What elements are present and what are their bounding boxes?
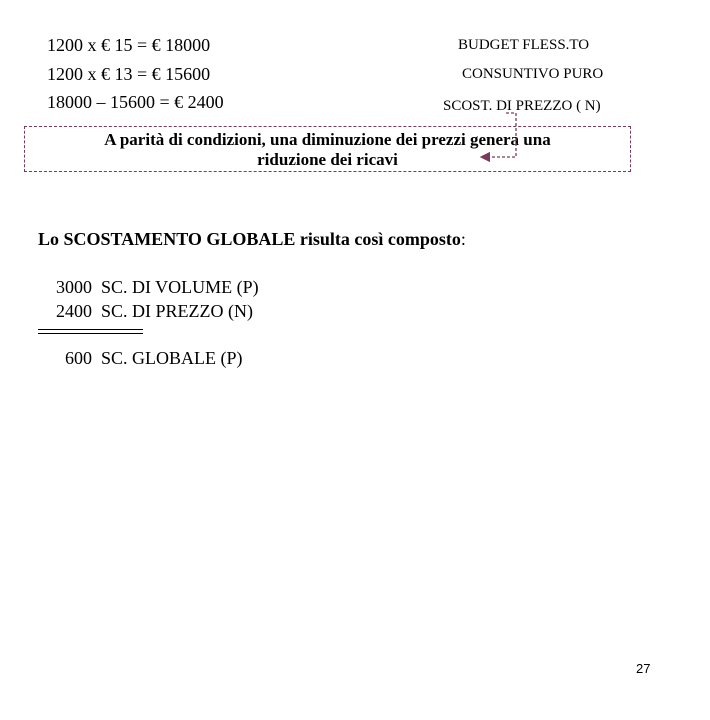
composition-heading: Lo SCOSTAMENTO GLOBALE risulta così composto: (38, 229, 466, 249)
calc-budget: 1200 x € 15 = € 18000 (47, 35, 211, 55)
row-total-label: SC. GLOBALE (P) (101, 348, 243, 368)
row-volume-value: 3000 (56, 277, 92, 297)
double-rule-divider (38, 329, 143, 334)
label-consuntivo: CONSUNTIVO PURO (462, 66, 604, 82)
callout-line-1: A parità di condizioni, una diminuzione dei prezzi genera una (104, 130, 551, 149)
row-volume-label: SC. DI VOLUME (P) (101, 277, 259, 297)
row-prezzo-label: SC. DI PREZZO (N) (101, 301, 253, 321)
label-scost-prezzo: SCOST. DI PREZZO ( N) (443, 98, 601, 114)
callout-line-2: riduzione dei ricavi (257, 150, 398, 169)
calc-consuntivo: 1200 x € 13 = € 15600 (47, 64, 211, 84)
calc-scostamento: 18000 – 15600 = € 2400 (47, 92, 224, 112)
row-total-value: 600 (65, 348, 92, 368)
row-prezzo-value: 2400 (56, 301, 92, 321)
row-prezzo (20, 301, 253, 322)
label-budget: BUDGET FLESS.TO (458, 37, 590, 53)
row-volume (20, 277, 259, 298)
row-total (20, 348, 243, 369)
page-number: 27 (636, 661, 651, 676)
